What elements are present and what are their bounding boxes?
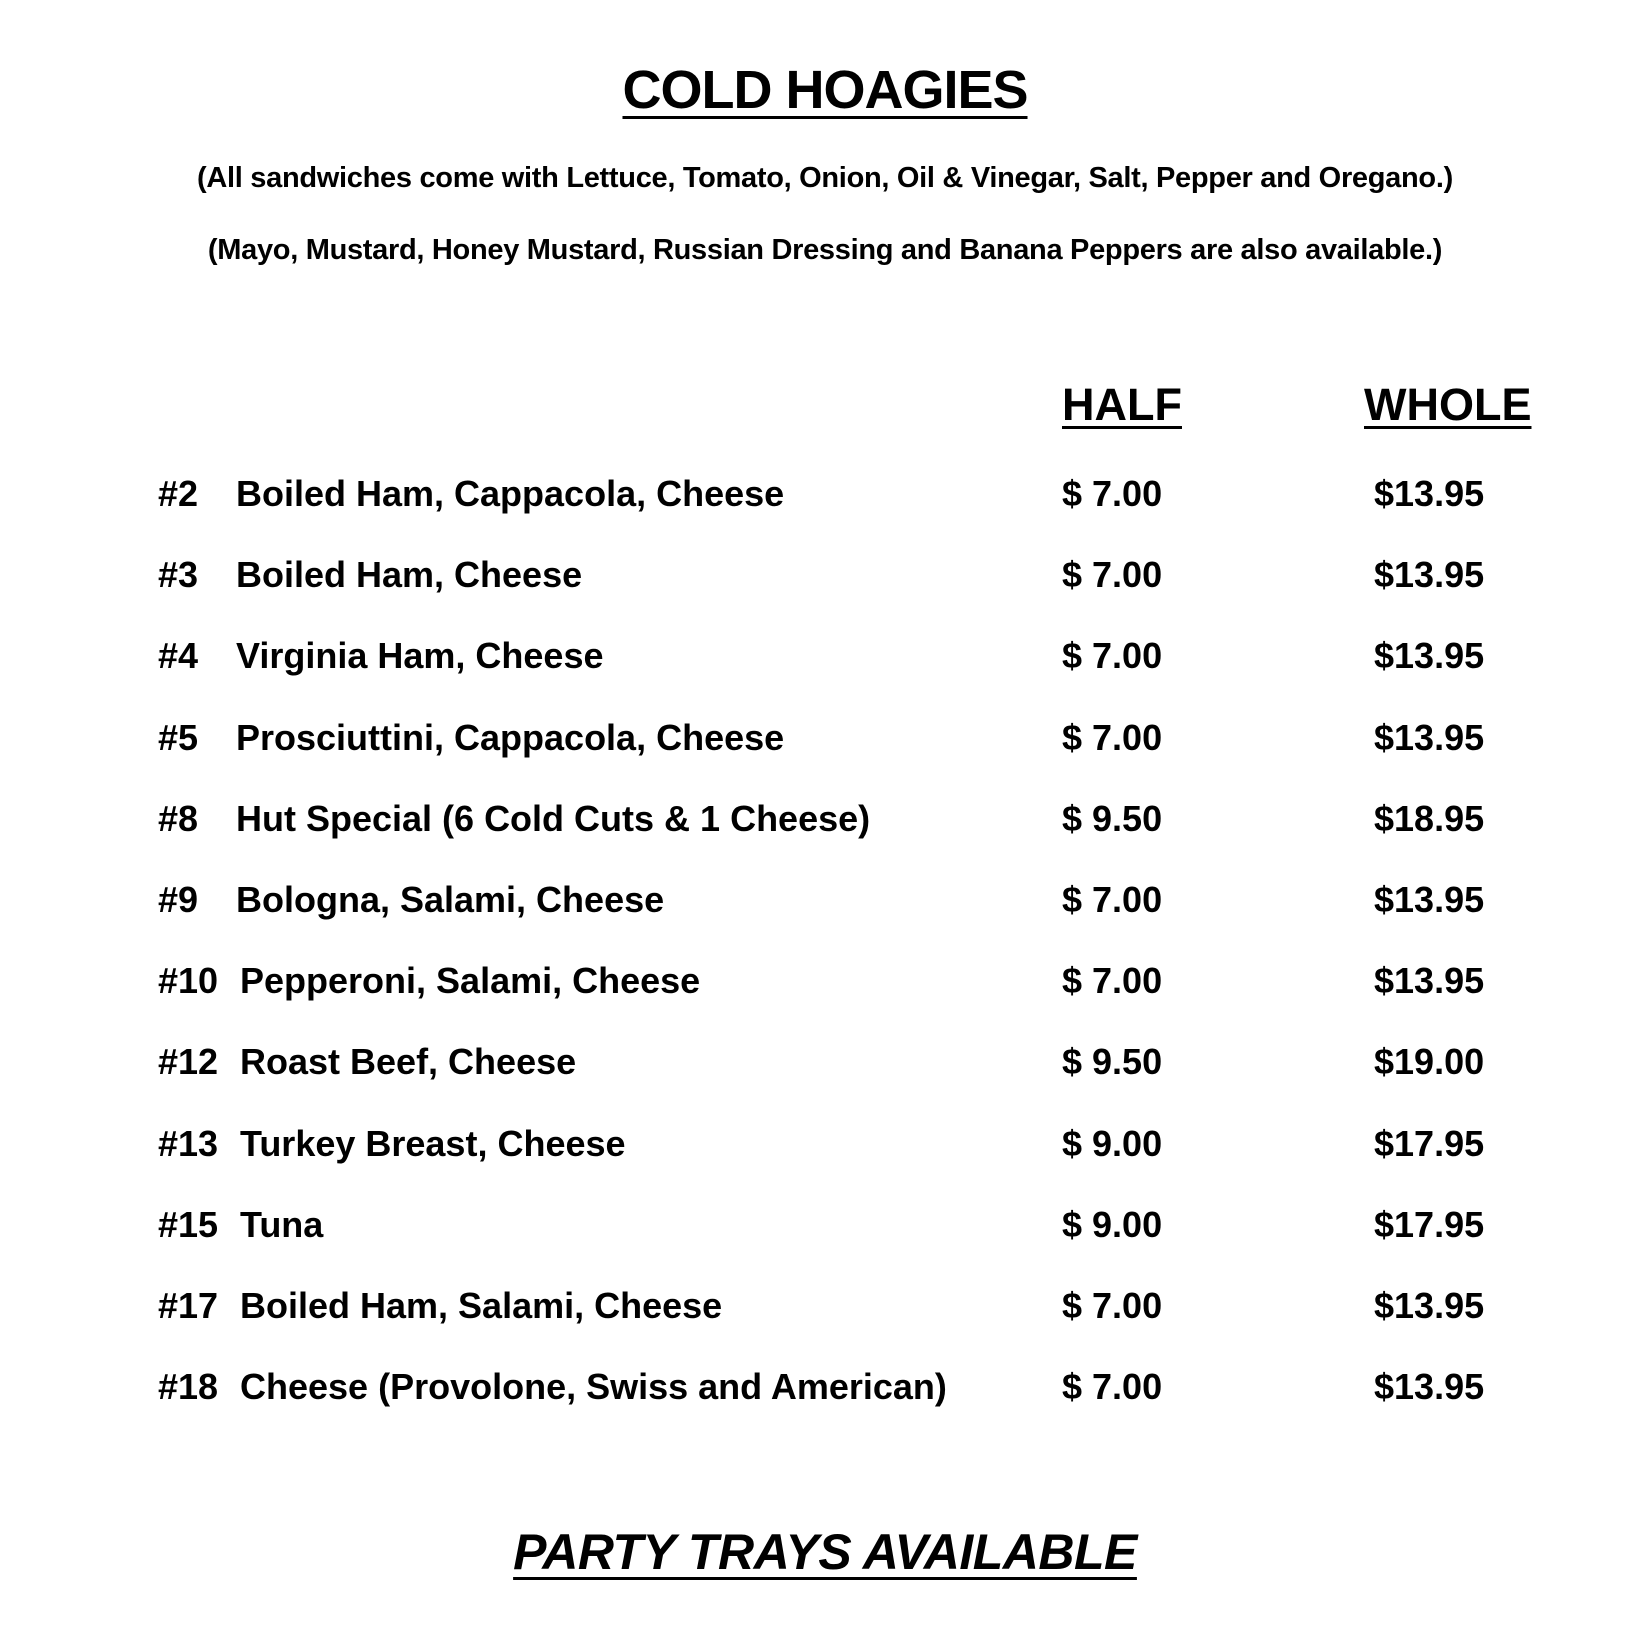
party-trays-text: PARTY TRAYS AVAILABLE bbox=[513, 1524, 1137, 1580]
party-trays-banner bbox=[0, 1522, 1650, 1582]
item-name: Boiled Ham, Cappacola, Cheese bbox=[236, 473, 785, 514]
item-price-whole: $17.95 bbox=[1374, 1203, 1485, 1245]
item-name: Hut Special (6 Cold Cuts & 1 Cheese) bbox=[236, 797, 871, 839]
item-price-whole: $13.95 bbox=[1374, 1366, 1485, 1408]
item-price-half: $ 7.00 bbox=[1062, 878, 1163, 920]
item-number: #2 bbox=[158, 473, 199, 514]
menu-item bbox=[0, 712, 1650, 793]
column-header-whole: WHOLE bbox=[1364, 379, 1532, 430]
menu-item bbox=[0, 874, 1650, 955]
item-price-half: $ 9.00 bbox=[1062, 1203, 1163, 1245]
item-number: #17 bbox=[158, 1284, 219, 1326]
page-title bbox=[0, 58, 1650, 122]
item-name: Boiled Ham, Salami, Cheese bbox=[240, 1284, 723, 1326]
menu-item bbox=[0, 1036, 1650, 1117]
included-toppings-note: (All sandwiches come with Lettuce, Tomato, Onion, Oil & Vinegar, Salt, Pepper and Oregano.) bbox=[197, 162, 1453, 194]
item-number: #4 bbox=[158, 635, 199, 677]
item-price-half: $ 7.00 bbox=[1062, 554, 1163, 596]
item-number: #13 bbox=[158, 1122, 219, 1164]
item-number: #18 bbox=[158, 1366, 219, 1408]
item-price-whole: $13.95 bbox=[1374, 473, 1485, 514]
item-price-half: $ 7.00 bbox=[1062, 635, 1163, 677]
menu-item bbox=[0, 1199, 1650, 1280]
item-number: #3 bbox=[158, 554, 199, 596]
item-number: #9 bbox=[158, 878, 199, 920]
item-price-whole: $13.95 bbox=[1374, 635, 1485, 677]
item-price-whole: $17.95 bbox=[1374, 1122, 1485, 1164]
item-name: Pepperoni, Salami, Cheese bbox=[240, 960, 701, 1002]
item-number: #15 bbox=[158, 1203, 219, 1245]
item-number: #5 bbox=[158, 716, 199, 758]
item-price-half: $ 7.00 bbox=[1062, 1284, 1163, 1326]
menu-item bbox=[0, 630, 1650, 711]
menu-item bbox=[0, 1118, 1650, 1199]
item-name: Prosciuttini, Cappacola, Cheese bbox=[236, 716, 785, 758]
menu-item bbox=[0, 1280, 1650, 1361]
item-number: #12 bbox=[158, 1041, 219, 1083]
item-number: #8 bbox=[158, 797, 199, 839]
item-price-whole: $13.95 bbox=[1374, 878, 1485, 920]
item-price-whole: $18.95 bbox=[1374, 797, 1485, 839]
item-price-half: $ 7.00 bbox=[1062, 473, 1163, 514]
item-name: Virginia Ham, Cheese bbox=[236, 635, 604, 677]
menu-item bbox=[0, 1361, 1650, 1442]
item-price-whole: $13.95 bbox=[1374, 716, 1485, 758]
item-name: Boiled Ham, Cheese bbox=[236, 554, 583, 596]
menu-item bbox=[0, 793, 1650, 874]
item-name: Bologna, Salami, Cheese bbox=[236, 878, 665, 920]
menu-item bbox=[0, 549, 1650, 630]
menu-item bbox=[0, 955, 1650, 1036]
column-header-half: HALF bbox=[1062, 379, 1182, 430]
item-price-half: $ 7.00 bbox=[1062, 1366, 1163, 1408]
item-price-whole: $19.00 bbox=[1374, 1041, 1485, 1083]
item-price-half: $ 7.00 bbox=[1062, 716, 1163, 758]
page-title-text: COLD HOAGIES bbox=[622, 60, 1028, 120]
item-name: Turkey Breast, Cheese bbox=[240, 1122, 626, 1164]
item-price-half: $ 9.50 bbox=[1062, 1041, 1163, 1083]
item-price-half: $ 7.00 bbox=[1062, 960, 1163, 1002]
item-price-whole: $13.95 bbox=[1374, 960, 1485, 1002]
item-price-half: $ 9.00 bbox=[1062, 1122, 1163, 1164]
item-price-whole: $13.95 bbox=[1374, 1284, 1485, 1326]
item-price-half: $ 9.50 bbox=[1062, 797, 1163, 839]
menu-item bbox=[0, 468, 1650, 549]
menu-item-list bbox=[0, 468, 1650, 1442]
item-name: Cheese (Provolone, Swiss and American) bbox=[240, 1366, 947, 1408]
item-price-whole: $13.95 bbox=[1374, 554, 1485, 596]
available-extras-note: (Mayo, Mustard, Honey Mustard, Russian Dressing and Banana Peppers are also available.) bbox=[207, 234, 1443, 266]
item-name: Tuna bbox=[240, 1203, 324, 1245]
item-name: Roast Beef, Cheese bbox=[240, 1041, 577, 1083]
item-number: #10 bbox=[158, 960, 219, 1002]
